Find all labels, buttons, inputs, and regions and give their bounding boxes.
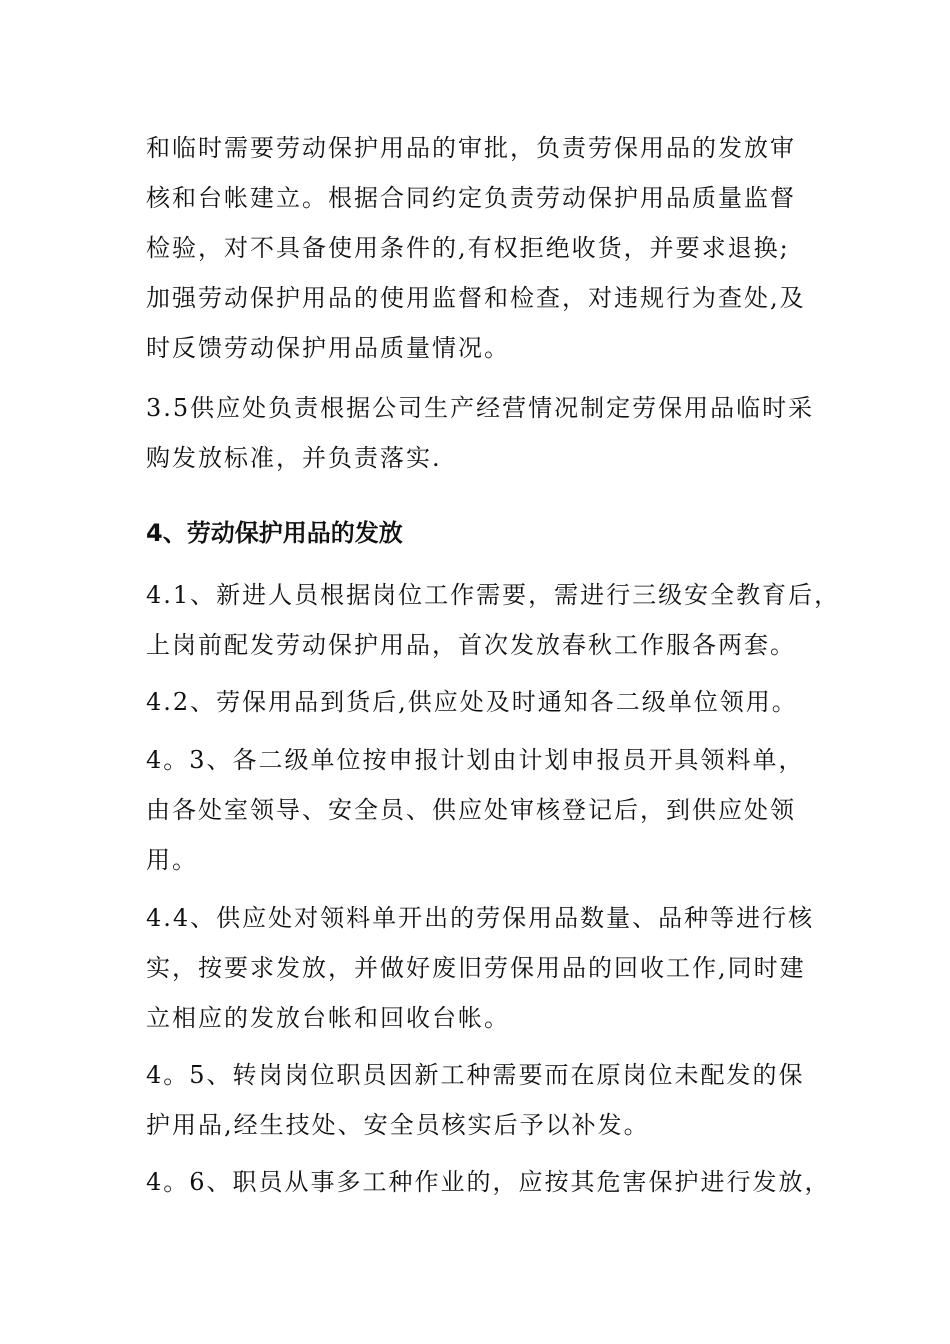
text-line: 护用品,经生技处、安全员核实后予以补发。 — [146, 1111, 650, 1139]
text-line: 4。5、转岗岗位职员因新工种需要而在原岗位未配发的保 — [146, 1061, 805, 1089]
text-line: 核和台帐建立。根据合同约定负责劳动保护用品质量监督 — [146, 184, 796, 212]
text-line: 4.1、新进人员根据岗位工作需要，需进行三级安全教育后， — [146, 581, 841, 609]
paragraph-4-4 — [146, 893, 836, 1043]
section-heading: 4、劳动保护用品的发放 — [146, 519, 403, 547]
paragraph-3-5 — [146, 383, 836, 483]
paragraph-approval-duties — [146, 123, 836, 373]
paragraph-4-3 — [146, 735, 836, 885]
paragraph-4-1 — [146, 570, 841, 670]
paragraph-4-5 — [146, 1050, 836, 1150]
text-line: 和临时需要劳动保护用品的审批，负责劳保用品的发放审 — [146, 134, 796, 162]
text-line: 4.4、供应处对领料单开出的劳保用品数量、品种等进行核 — [146, 904, 815, 932]
text-line: 4。6、职员从事多工种作业的，应按其危害保护进行发放， — [146, 1168, 831, 1196]
text-line: 实，按要求发放，并做好废旧劳保用品的回收工作,同时建 — [146, 954, 806, 982]
text-line: 4.2、劳保用品到货后,供应处及时通知各二级单位领用。 — [146, 688, 798, 716]
text-line: 时反馈劳动保护用品质量情况。 — [146, 334, 510, 362]
text-line: 3.5供应处负责根据公司生产经营情况制定劳保用品临时采 — [146, 394, 815, 422]
text-line: 立相应的发放台帐和回收台帐。 — [146, 1004, 510, 1032]
text-line: 加强劳动保护用品的使用监督和检查，对违规行为查处,及 — [146, 284, 806, 312]
text-line: 上岗前配发劳动保护用品，首次发放春秋工作服各两套。 — [146, 631, 796, 659]
paragraph-4-2 — [146, 677, 836, 727]
text-line: 检验，对不具备使用条件的,有权拒绝收货，并要求退换; — [146, 234, 790, 262]
text-line: 用。 — [146, 846, 198, 874]
text-line: 4。3、各二级单位按申报计划由计划申报员开具领料单， — [146, 746, 805, 774]
text-line: 购发放标准，并负责落实. — [146, 444, 442, 472]
paragraph-4-6 — [146, 1157, 836, 1207]
text-line: 由各处室领导、安全员、供应处审核登记后，到供应处领 — [146, 796, 796, 824]
